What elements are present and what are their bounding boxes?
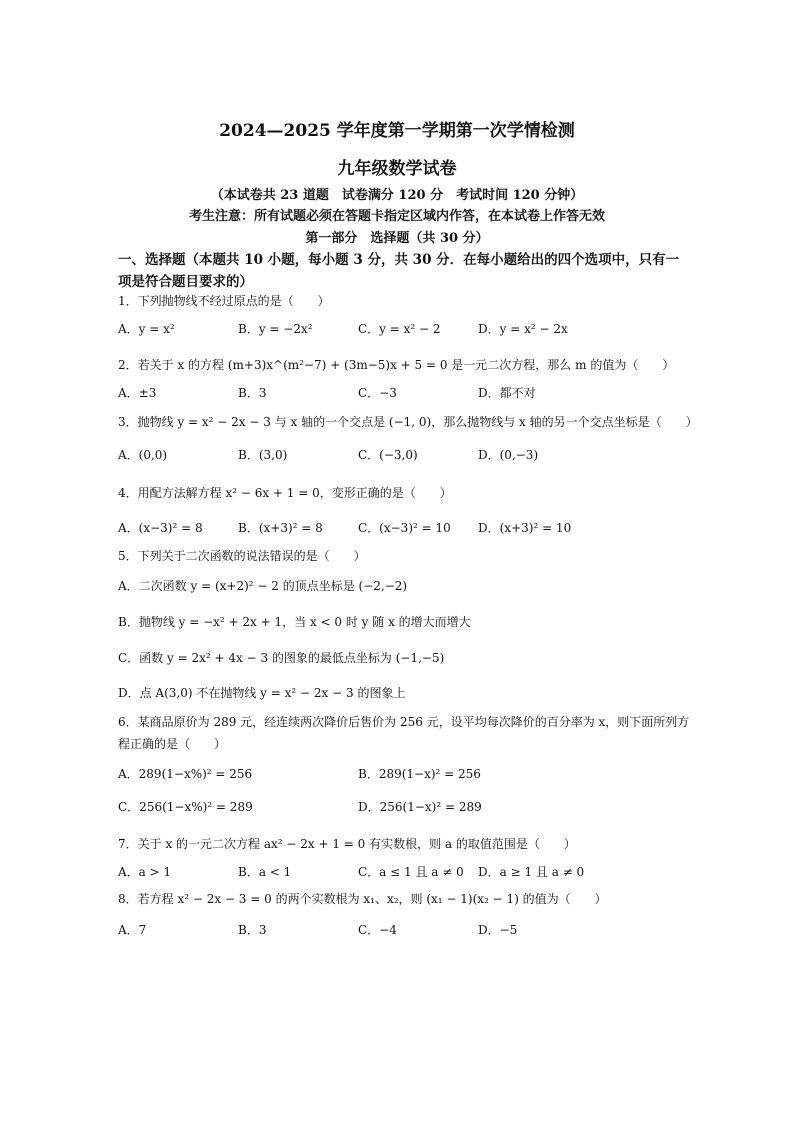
question-6-stem-line1: 6．某商品原价为 289 元，经连续两次降价后售价为 256 元，设平均每次降价的百分率为 x，则下面所列方 <box>118 715 690 729</box>
question-7-stem: 7．关于 x 的一元二次方程 ax² − 2x + 1 = 0 有实数根，则 a 的取值范围是（ ） <box>118 837 576 851</box>
question-3-option-c: C．(−3,0) <box>358 448 418 462</box>
question-4-option-c: C．(x−3)² = 10 <box>358 521 451 535</box>
question-3-option-a: A．(0,0) <box>118 448 168 462</box>
question-1-option-b: B．y = −2x² <box>238 322 313 336</box>
question-3-option-b: B．(3,0) <box>238 448 288 462</box>
question-7-option-c: C．a ≤ 1 且 a ≠ 0 <box>358 865 464 879</box>
question-8-option-d: D．−5 <box>478 923 518 937</box>
question-3-option-d: D．(0,−3) <box>478 448 539 462</box>
question-1-option-c: C．y = x² − 2 <box>358 322 441 336</box>
question-1-stem: 1．下列抛物线不经过原点的是（ ） <box>118 294 330 308</box>
question-5-stem: 5．下列关于二次函数的说法错误的是（ ） <box>118 549 366 563</box>
section-heading-line2: 项是符合题目要求的） <box>118 274 253 290</box>
exam-info: （本试卷共 23 道题 试卷满分 120 分 考试时间 120 分钟） <box>210 188 584 203</box>
question-3-stem: 3．抛物线 y = x² − 2x − 3 与 x 轴的一个交点是 (−1, 0)，那么抛物线与 x 轴的另一个交点坐标是（ ） <box>118 415 698 429</box>
section-heading-line1: 一、选择题（本题共 10 小题，每小题 3 分，共 30 分．在每小题给出的四个选项中，只有一 <box>118 252 680 268</box>
question-6-option-b: B．289(1−x)² = 256 <box>358 767 481 781</box>
exam-notice: 考生注意：所有试题必须在答题卡指定区域内作答，在本试卷上作答无效 <box>188 209 605 224</box>
part-heading: 第一部分 选择题（共 30 分） <box>305 231 489 246</box>
question-7-option-d: D．a ≥ 1 且 a ≠ 0 <box>478 865 585 879</box>
question-2-option-b: B．3 <box>238 386 267 400</box>
question-8-option-c: C．−4 <box>358 923 397 937</box>
question-7-option-a: A．a > 1 <box>118 865 172 879</box>
question-5-option-c: C．函数 y = 2x² + 4x − 3 的图象的最低点坐标为 (−1,−5) <box>118 651 445 665</box>
question-5-option-d: D．点 A(3,0) 不在抛物线 y = x² − 2x − 3 的图象上 <box>118 686 406 700</box>
question-6-stem-line2: 程正确的是（ ） <box>118 737 227 751</box>
question-4-stem: 4．用配方法解方程 x² − 6x + 1 = 0，变形正确的是（ ） <box>118 486 452 500</box>
question-8-stem: 8．若方程 x² − 2x − 3 = 0 的两个实数根为 x₁、x₂，则 (x₁ − 1)(x₂ − 1) 的值为（ ） <box>118 892 607 906</box>
question-5-option-a: A．二次函数 y = (x+2)² − 2 的顶点坐标是 (−2,−2) <box>118 579 408 593</box>
question-8-option-a: A．7 <box>118 923 147 937</box>
question-6-option-a: A．289(1−x%)² = 256 <box>118 767 253 781</box>
question-1-option-d: D．y = x² − 2x <box>478 322 568 336</box>
question-1-option-a: A．y = x² <box>118 322 175 336</box>
exam-subtitle: 九年级数学试卷 <box>337 159 457 179</box>
question-2-option-a: A．±3 <box>118 386 157 400</box>
question-2-option-c: C．−3 <box>358 386 397 400</box>
exam-title: 2024—2025 学年度第一学期第一次学情检测 <box>219 121 575 141</box>
question-8-option-b: B．3 <box>238 923 267 937</box>
question-5-option-b: B．抛物线 y = −x² + 2x + 1，当 x < 0 时 y 随 x 的增大而增大 <box>118 615 471 629</box>
question-2-option-d: D．都不对 <box>478 386 536 400</box>
question-4-option-d: D．(x+3)² = 10 <box>478 521 572 535</box>
question-2-stem: 2．若关于 x 的方程 (m+3)x^(m²−7) + (3m−5)x + 5 = 0 是一元二次方程，那么 m 的值为（ ） <box>118 358 675 372</box>
question-6-option-c: C．256(1−x%)² = 289 <box>118 800 253 814</box>
question-4-option-b: B．(x+3)² = 8 <box>238 521 323 535</box>
question-6-option-d: D．256(1−x)² = 289 <box>358 800 482 814</box>
question-7-option-b: B．a < 1 <box>238 865 292 879</box>
question-4-option-a: A．(x−3)² = 8 <box>118 521 203 535</box>
